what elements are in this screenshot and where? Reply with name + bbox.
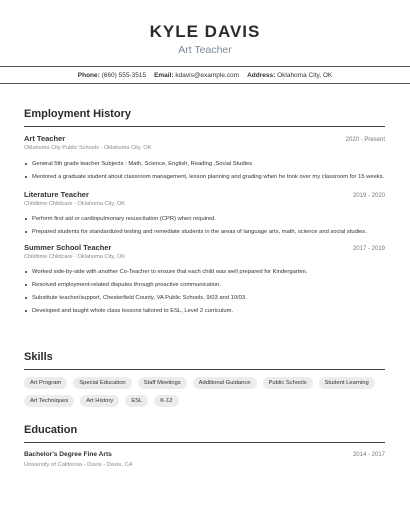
skill-tag: Public Schools — [263, 377, 313, 389]
job-employer: Childtime Childcare - Oklahoma City, OK — [24, 254, 125, 260]
job-bullet: General 5th grade teacher Subjects : Math, Science, English, Reading ,Social Studies — [24, 160, 385, 169]
skill-tag: Art Program — [24, 377, 67, 389]
job-bullet: Developed and taught whole class lessons tailored to ESL, Level 2 curriculum. — [24, 307, 385, 316]
skills-list — [24, 377, 385, 413]
job-entry — [24, 190, 385, 237]
resume-header — [0, 0, 410, 57]
job-bullet: Perform first aid or cardiopulmonary resuscitation (CPR) when required. — [24, 215, 385, 224]
skills-section — [24, 351, 385, 413]
skill-tag: Staff Meetings — [138, 377, 187, 389]
phone-label: Phone: — [77, 71, 100, 79]
job-dates: 2017 - 2019 — [352, 246, 385, 252]
email-value: kdavis@example.com — [175, 71, 240, 79]
job-employer: Oklahoma City Public Schools - Oklahoma City, OK — [24, 145, 152, 151]
job-bullet: Resolved employment-related disputes through proactive communication. — [24, 281, 385, 290]
contact-phone — [78, 72, 146, 79]
job-dates: 2020 - Present — [345, 137, 385, 143]
education-dates: 2014 - 2017 — [352, 452, 385, 458]
address-value: Oklahoma City, OK — [277, 71, 333, 79]
job-dates: 2019 - 2020 — [352, 192, 385, 199]
job-bullets — [24, 215, 385, 237]
employment-heading: Employment History — [24, 108, 385, 127]
skill-tag: K-12 — [154, 395, 178, 407]
job-bullet: Substitute teacher/support, Chesterfield County, VA Public Schools, 9/03 and 10/03. — [24, 294, 385, 303]
contact-address — [247, 72, 332, 79]
job-title: Art Teacher — [24, 134, 66, 143]
job-title: Summer School Teacher — [24, 243, 112, 252]
education-heading: Education — [24, 424, 385, 443]
contact-bar — [0, 66, 410, 84]
skill-tag: Art History — [80, 395, 119, 407]
skill-tag: Special Education — [73, 377, 131, 389]
employment-section — [24, 108, 385, 320]
job-bullet: Mentored a graduate student about classroom management, lesson planning and grading when he took over my classroom for 15 weeks. — [24, 173, 385, 182]
education-school: University of California - Davis - Davis, CA — [24, 462, 133, 468]
education-section — [24, 424, 385, 468]
job-title: Literature Teacher — [24, 189, 89, 199]
skills-heading: Skills — [24, 351, 385, 370]
job-bullets — [24, 160, 385, 182]
job-bullet: Worked side-by-side with another Co-Teacher to ensure that each child was well prepared for Kindergarten. — [24, 268, 385, 277]
candidate-name: KYLE DAVIS — [149, 22, 261, 41]
education-degree: Bachelor's Degree Fine Arts — [24, 451, 112, 458]
contact-email — [154, 72, 239, 79]
job-entry — [24, 243, 385, 316]
skill-tag: Additional Guidance — [193, 377, 257, 389]
job-employer: Childtime Childcare - Oklahoma City, OK — [24, 200, 125, 207]
phone-value: (660) 555-3515 — [101, 71, 147, 79]
job-entry — [24, 134, 385, 182]
skill-tag: Art Techniques — [24, 395, 74, 407]
skill-tag: Student Learning — [319, 377, 375, 389]
job-bullet: Prepared students for standardized testing and remediate students in the areas of language arts, math, science and social studies. — [24, 228, 385, 237]
candidate-title: Art Teacher — [178, 44, 232, 56]
job-bullets — [24, 268, 385, 316]
skill-tag: ESL — [125, 395, 148, 407]
email-label: Email: — [154, 71, 174, 79]
address-label: Address: — [247, 71, 276, 79]
